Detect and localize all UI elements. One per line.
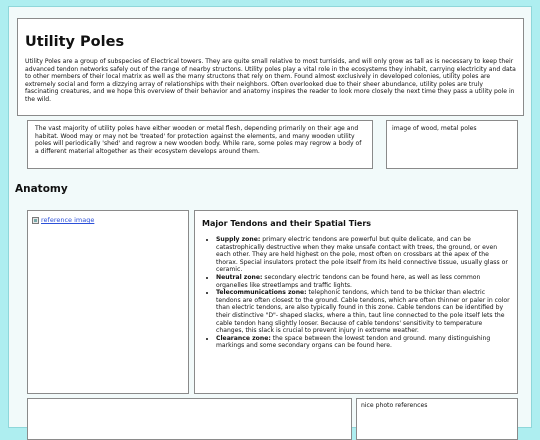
- tendons-heading: Major Tendons and their Spatial Tiers: [202, 219, 372, 228]
- zone-label: Supply zone:: [216, 236, 261, 243]
- anatomy-image-box: [27, 210, 189, 394]
- zone-label: Clearance zone:: [216, 334, 271, 342]
- zone-label: Telecommunications zone:: [216, 289, 307, 297]
- list-item: [216, 236, 510, 274]
- tendon-zone-list: [202, 236, 510, 350]
- list-item: [216, 335, 510, 350]
- list-item: [216, 289, 510, 335]
- tendons-section: [194, 210, 518, 394]
- intro-section: [17, 18, 524, 116]
- bottom-caption-box: [356, 398, 518, 440]
- anatomy-heading: Anatomy: [15, 183, 68, 195]
- bottom-image-caption: nice photo references: [361, 402, 428, 409]
- zone-text: telephonic tendons, which tend to be thicker than electric tendons are often closest to the ground. Cable tendons, which are often thinner or paler in color than electric tendons, are also typically found in this zone. Cable tendons can be identified by their distinctive "D"- shaped slacks, where a thin, taut line connected to the pole itself lets the cable tendon hang slightly looser. Because of cable tendons' sensitivity to temperature changes, this slack is crucial to prevent injury in extreme weather.: [216, 289, 510, 335]
- reference-image-link[interactable]: [32, 216, 184, 224]
- flesh-paragraph: The vast majority of utility poles have either wooden or metal flesh, depending primarily on their age and habitat. Wood may or may not be 'treated' for protection against the elements, and many wooden utility poles will periodically 'shed' and regrow a new wooden body. While rare, some poles may regrow a body of a different material altogether as their ecosystem develops around them.: [35, 125, 362, 155]
- reference-image-label: reference image: [41, 216, 95, 224]
- zone-label: Neutral zone:: [216, 273, 263, 281]
- page-title: Utility Poles: [25, 34, 125, 50]
- zone-text: the space between the lowest tendon and ground. many distinguishing markings and some secondary organs can be found here.: [216, 334, 491, 350]
- intro-paragraph: Utility Poles are a group of subspecies of Electrical towers. They are quite small relative to most turrisids, and will only grow as tall as is necessary to keep their advanced tendon networks safely out of the range of nearby structons. Utility poles play a vital role in the ecosystems they inhabit, carrying electricity and data to other members of their local matrix as well as the many structons that rely on them. Found almost exclusively in developed colonies, utility poles are extremely social and form a dizzying array of relationships with their neighbors. Often overlooked due to their sheer abundance, utility poles are truly fascinating creatures, and we hope this overview of their behavior and anatomy inspires the reader to look more closely the next time they pass a utility pole in the wild.: [25, 58, 516, 103]
- flesh-section: [27, 120, 373, 169]
- page-container: [8, 6, 532, 428]
- flesh-image-caption: image of wood, metal poles: [392, 125, 477, 132]
- zone-text: primary electric tendons are powerful but quite delicate, and can be catastrophically destructive when they make unsafe contact with trees, the ground, or even each other. They are held highest on the pole, most often on crossbars at the apex of the thorax. Special insulators protect the pole itself from its held connective tissue, usually glass or ceramic.: [216, 236, 508, 274]
- flesh-image-caption-box: [386, 120, 518, 169]
- list-item: [216, 274, 510, 289]
- bottom-left-box: [27, 398, 352, 440]
- broken-image-icon: [32, 217, 39, 224]
- zone-text: secondary electric tendons can be found here, as well as less common organelles like streetlamps and traffic lights.: [216, 273, 481, 289]
